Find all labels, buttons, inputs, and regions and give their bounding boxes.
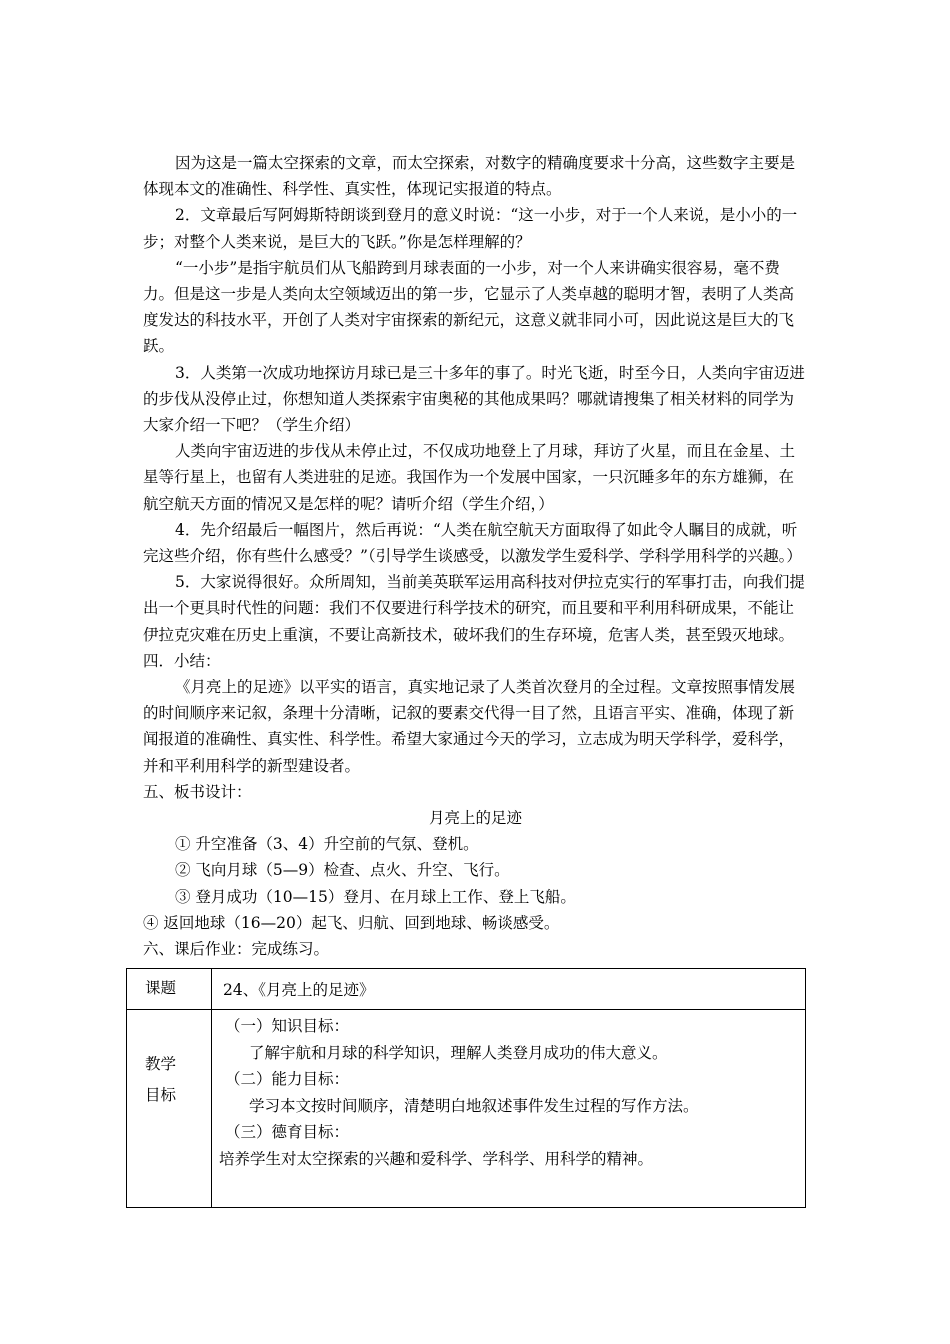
label-goals <box>145 1049 176 1111</box>
question-5: 5．大家说得很好。众所周知，当前美英联军运用高科技对伊拉克实行的军事打击，向我们提出一个更具时代性的问题：我们不仅要进行科学技术的研究，而且要和平利用科研成果，不能让伊拉克灾难在历史上重演，不要让高新技术，破坏我们的生存环境，危害人类，甚至毁灭地球。 <box>143 573 805 644</box>
goal-ability-heading: （二）能力目标： <box>225 1070 350 1088</box>
question-2: 2．文章最后写阿姆斯特朗谈到登月的意义时说：“这一小步，对于一个人来说，是小小的一步；对整个人类来说，是巨大的飞跃。”你是怎样理解的？ <box>143 206 798 251</box>
question-4: 4．先介绍最后一幅图片，然后再说：“人类在航空航天方面取得了如此令人瞩目的成就，听完这些介绍，你有些什么感受？”（引导学生谈感受，以激发学生爱科学、学科学用科学的兴趣。） <box>143 520 802 566</box>
label-topic: 课题 <box>145 979 177 997</box>
board-item: ③ 登月成功（10—15）登月、在月球上工作、登上飞船。 <box>175 887 576 906</box>
goal-knowledge-text: 了解宇航和月球的科学知识，理解人类登月成功的伟大意义。 <box>249 1043 668 1062</box>
section-heading-board: 五、板书设计： <box>143 782 252 801</box>
table-divider <box>211 969 212 1207</box>
paragraph: 因为这是一篇太空探索的文章，而太空探索，对数字的精确度要求十分高，这些数字主要是体现本文的准确性、科学性、真实性，体现记实报道的特点。 <box>143 154 796 199</box>
section-heading-summary: 四．小结： <box>143 651 221 670</box>
board-title: 月亮上的足迹 <box>428 809 522 828</box>
section-heading-homework: 六、课后作业：完成练习。 <box>143 940 330 959</box>
answer-3: 人类向宇宙迈进的步伐从未停止过，不仅成功地登上了月球，拜访了火星，而且在金星、土星等行星上，也留有人类进驻的足迹。我国作为一个发展中国家，一只沉睡多年的东方雄狮，在航空航天方面的情况又是怎样的呢？请听介绍（学生介绍，） <box>143 442 796 513</box>
board-item: ① 升空准备（3、4）升空前的气氛、登机。 <box>175 835 479 854</box>
label-goals-line1: 教学 <box>145 1055 177 1073</box>
board-item: ② 飞向月球（5—9）检查、点火、升空、飞行。 <box>175 861 510 880</box>
document-body <box>143 150 808 962</box>
goal-knowledge-heading: （一）知识目标： <box>225 1017 350 1035</box>
answer-2: “一小步”是指宇航员们从飞船跨到月球表面的一小步，对一个人来讲确实很容易，毫不费力。但是这一步是人类向太空领域迈出的第一步，它显示了人类卓越的聪明才智，表明了人类高度发达的科技水平，开创了人类对宇宙探索的新纪元，这意义就非同小可，因此说这是巨大的飞跃。 <box>143 258 795 356</box>
goal-moral-text: 培养学生对太空探索的兴趣和爱科学、学科学、用科学的精神。 <box>219 1149 654 1168</box>
label-goals-line2: 目标 <box>145 1086 177 1104</box>
goal-ability-text: 学习本文按时间顺序，清楚明白地叙述事件发生过程的写作方法。 <box>249 1096 699 1115</box>
goals-content <box>219 1013 699 1172</box>
summary-paragraph: 《月亮上的足迹》以平实的语言，真实地记录了人类首次登月的全过程。文章按照事情发展的时间顺序来记叙，条理十分清晰，记叙的要素交代得一目了然，且语言平实、准确，体现了新闻报道的准确性、真实性、科学性。希望大家通过今天的学习，立志成为明天学科学，爱科学，并和平利用科学的新型建设者。 <box>143 678 796 775</box>
question-3: 3．人类第一次成功地探访月球已是三十多年的事了。时光飞逝，时至今日，人类向宇宙迈进的步伐从没停止过，你想知道人类探索宇宙奥秘的其他成果吗？哪就请搜集了相关材料的同学为大家介绍一下吧？（学生介绍） <box>143 363 805 435</box>
board-item: ④ 返回地球（16—20）起飞、归航、回到地球、畅谈感受。 <box>143 913 560 932</box>
lesson-table <box>126 968 806 1208</box>
goal-moral-heading: （三）德育目标： <box>225 1123 350 1141</box>
topic-title: 24、《月亮上的足迹》 <box>223 981 375 999</box>
